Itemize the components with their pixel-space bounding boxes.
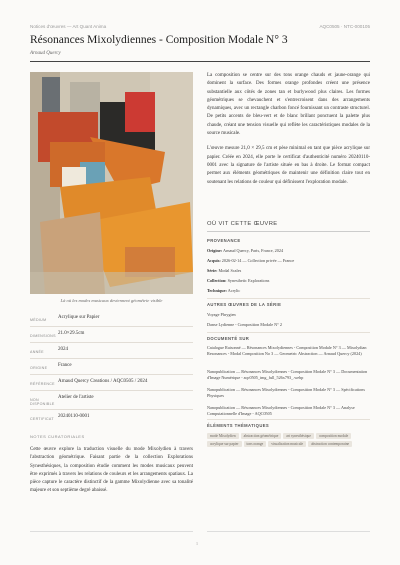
artwork-image[interactable] (30, 72, 193, 294)
breadcrumb[interactable]: Notices d'œuvres — Art Quant Anima (30, 24, 107, 29)
provenance-label: Acquis: (207, 258, 221, 263)
title-divider (30, 61, 370, 62)
provenance-series (207, 268, 372, 274)
meta-value: 20240110-0001 (58, 414, 90, 419)
reference-code: AQC0505 · NTC-000105 (319, 24, 370, 29)
provenance-value: Arnaud Quercy, Paris, France, 2024 (222, 248, 284, 253)
meta-row-year (30, 343, 193, 359)
meta-value: 2024 (58, 347, 68, 352)
theme-tag[interactable]: abstraction contemporaine (308, 441, 352, 447)
documentation-link[interactable]: Nanopublication — Résonances Mixolydiennes - Composition Modale N° 3 — Analyse Computationnelle d'Image - AQC0505 (207, 405, 355, 417)
meta-key: NON DISPONIBLE (30, 398, 55, 406)
section-divider (207, 419, 370, 420)
meta-value: 21.0×29.5cm (58, 331, 85, 336)
provenance-value: Modal Scales (218, 268, 242, 273)
meta-value: Atelier de l'artiste (58, 395, 94, 400)
documented-heading: DOCUMENTÉ SUR (207, 336, 250, 341)
provenance-label: Collection: (207, 278, 227, 283)
provenance-collection (207, 278, 372, 284)
meta-row-medium (30, 311, 193, 327)
artwork-caption: Là où les modes musicaux deviennent géométrie visible (60, 298, 163, 303)
theme-tag[interactable]: tons orange (244, 441, 267, 447)
footer-divider-left (30, 531, 193, 532)
theme-tags (207, 433, 372, 447)
description-paragraph: L'œuvre mesure 21,0 × 29,5 cm et pèse minimal en tant que pièce acrylique sur papier. Créée en 2024, elle porte le certificat d'authenticité numéro 20240110-0001 avec la signature de l'artiste située en bas à droite. Le format compact permet aux éléments géométriques de maintenir une définition claire tout en soutenant les relations de couleur qui définissent l'exploration modale. (207, 146, 370, 185)
footer-divider-right (207, 531, 370, 532)
curatorial-notes-heading: NOTES CURATORIALES (30, 434, 85, 439)
theme-tag[interactable]: composition modale (316, 433, 351, 439)
themes-heading: ÉLÉMENTS THÉMATIQUES (207, 423, 270, 428)
provenance-value: Acrylic (227, 288, 241, 293)
section-divider (207, 332, 370, 333)
documentation-link[interactable]: Nanopublication — Résonances Mixolydiennes - Composition Modale N° 3 — Documentation d'Image Numérique - aqc0505_img_full_526x793_.webp (207, 369, 368, 381)
provenance-heading: PROVENANCE (207, 238, 241, 243)
meta-row-availability (30, 391, 193, 410)
meta-key: ANNÉE (30, 350, 44, 354)
provenance-technique (207, 288, 372, 294)
page-title: Résonances Mixolydiennes - Composition Modale N° 3 (30, 34, 288, 46)
metadata-table (30, 311, 193, 426)
where-heading: OÙ VIT CETTE ŒUVRE (207, 221, 278, 227)
meta-row-reference (30, 375, 193, 391)
meta-row-certificate (30, 410, 193, 426)
curatorial-notes-text: Cette œuvre explore la traduction visuelle du mode Mixolydien à travers l'abstraction géométrique. Faisant partie de la collection Explorations Synesthésiques, la composition étudie comment les modes musicaux peuvent être exprimés à travers les relations de couleurs et les arrangements spatiaux. La pièce capture le caractère distinctif de la gamme Mixolydienne avec sa tonalité majeure et son septième degré abaissé. (30, 447, 193, 494)
top-bar (30, 24, 370, 32)
theme-tag[interactable]: art synesthésique (283, 433, 314, 439)
artist-name: Arnaud Quercy (30, 51, 61, 56)
description-paragraph: La composition se centre sur des tons orange chauds et jaune-orange qui dominent la surface. Des formes orange profondes créent une présence substantielle aux côtés de zones tan et burlywood plus claires. Les formes géométriques se chevauchent et s'entrecroisent dans des arrangements dynamiques, avec un rectangle charbon foncé fournissant un contraste structurel. De petits accents de bleu-vert et de blanc brillant ponctuent la palette plus chaude, créant une tension visuelle qui reflète les caractéristiques modales de la source musicale. (207, 73, 370, 137)
theme-tag[interactable]: visualisation musicale (268, 441, 306, 447)
provenance-label: Série: (207, 268, 218, 273)
provenance-label: Technique: (207, 288, 227, 293)
description (207, 72, 370, 194)
provenance-origin (207, 248, 372, 254)
meta-key: CERTIFICAT (30, 417, 54, 421)
theme-tag[interactable]: mode Mixolydien (207, 433, 239, 439)
meta-row-dimensions (30, 327, 193, 343)
theme-tag[interactable]: abstraction géométrique (241, 433, 282, 439)
series-link[interactable]: Danse Lydienne - Composition Modale N° 2 (207, 322, 282, 327)
meta-row-origin (30, 359, 193, 375)
series-heading: AUTRES ŒUVRES DE LA SÉRIE (207, 302, 282, 307)
provenance-label: Origine: (207, 248, 223, 253)
meta-value: Arnaud Quercy Creations / AQC0505 / 2024 (58, 379, 148, 384)
meta-value: France (58, 363, 72, 368)
section-divider (207, 298, 370, 299)
meta-value: Acrylique sur Papier (58, 315, 100, 320)
meta-key: MÉDIUM (30, 318, 47, 322)
meta-key: DIMENSIONS (30, 334, 56, 338)
where-divider (207, 231, 370, 232)
page-number: 1 (196, 541, 198, 546)
provenance-value: 2026-02-14 — Collection privée — France (221, 258, 295, 263)
artwork-painting (30, 72, 193, 294)
documentation-link[interactable]: Nanopublication — Résonances Mixolydiennes - Composition Modale N° 3 — Spécifications Physiques (207, 387, 365, 399)
documentation-link[interactable]: Catalogue Raisonné — Résonances Mixolydiennes - Composition Modale N° 3 — Mixolydian Resonances - Modal Composition No 3 — Geometric Abstraction — Arnaud Quercy (2024) (207, 345, 367, 357)
theme-tag[interactable]: acrylique sur papier (207, 441, 242, 447)
meta-key: ORIGINE (30, 366, 48, 370)
provenance-value: Synesthetic Explorations (227, 278, 270, 283)
provenance-acquired (207, 258, 372, 264)
series-link[interactable]: Voyage Phrygien (207, 312, 236, 317)
meta-key: RÉFÉRENCE (30, 382, 55, 386)
